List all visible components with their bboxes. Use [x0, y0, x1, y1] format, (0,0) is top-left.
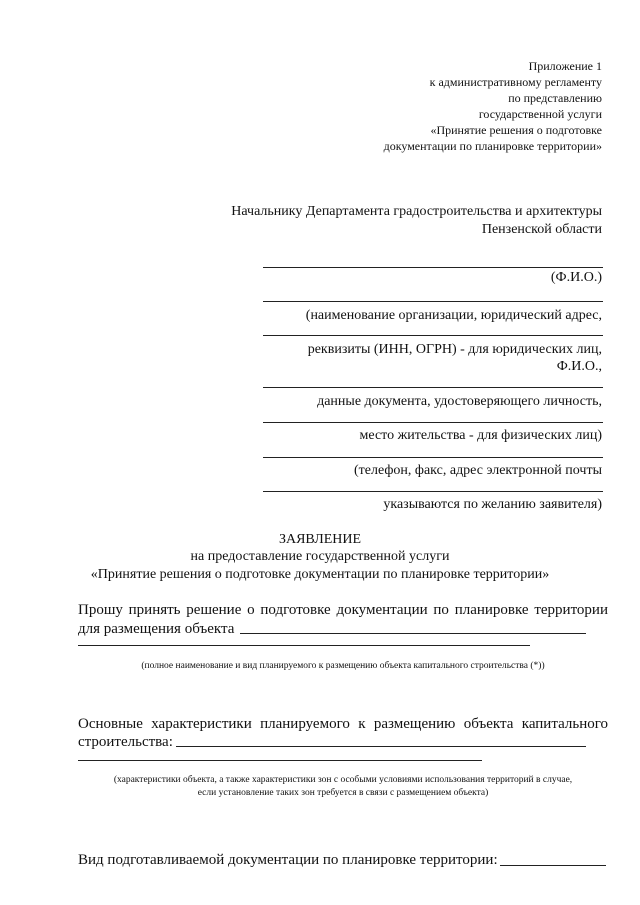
addressee-block	[162, 203, 602, 239]
document-subtitle-1: на предоставление государственной услуги	[190, 549, 450, 564]
applicant-field-organization: (наименование организации, юридический адрес,	[305, 308, 602, 323]
appendix-line-5: «Принятие решения о подготовке	[430, 123, 602, 137]
applicant-field-residence: место жительства - для физических лиц)	[359, 428, 602, 443]
applicant-field-identity-doc: данные документа, удостоверяющего личность,	[317, 394, 602, 409]
appendix-line-1: Приложение 1	[528, 59, 602, 73]
characteristics-underline-1	[176, 746, 586, 747]
appendix-line-4: государственной услуги	[478, 107, 602, 121]
applicant-underline-4	[263, 387, 603, 388]
appendix-line-6: документации по планировке территории»	[383, 139, 602, 153]
documentation-type-underline	[500, 865, 606, 866]
characteristics-line-2: строительства:	[78, 734, 173, 750]
appendix-line-2: к административному регламенту	[429, 75, 602, 89]
fio-underline	[263, 267, 603, 268]
documentation-type-label: Вид подготавливаемой документации по планировке территории:	[78, 852, 498, 868]
addressee-line-2: Пензенской области	[481, 222, 602, 237]
characteristics-hint-line-1: (характеристики объекта, а также характеристики зон с особыми условиями использования территорий в случае,	[113, 775, 573, 785]
request-paragraph-line-2: для размещения объекта	[78, 621, 235, 637]
appendix-block	[302, 58, 602, 154]
applicant-field-contacts: (телефон, факс, адрес электронной почты	[353, 463, 602, 478]
document-title: ЗАЯВЛЕНИЕ	[278, 532, 362, 547]
applicant-underline-5	[263, 422, 603, 423]
applicant-underline-3	[263, 335, 603, 336]
applicant-underline-2	[263, 301, 603, 302]
characteristics-line-1: Основные характеристики планируемого к размещению объекта капитального	[78, 716, 608, 732]
addressee-line-1: Начальнику Департамента градостроительства и архитектуры	[231, 204, 602, 219]
applicant-field-fio-2: Ф.И.О.,	[556, 359, 602, 374]
applicant-underline-7	[263, 491, 603, 492]
object-name-hint: (полное наименование и вид планируемого к размещению объекта капитального строительства (*))	[141, 661, 545, 671]
characteristics-hint-line-2: если установление таких зон требуется в связи с размещением объекта)	[197, 788, 489, 798]
object-name-underline-2	[78, 645, 530, 646]
applicant-field-optional: указываются по желанию заявителя)	[383, 497, 602, 512]
applicant-underline-6	[263, 457, 603, 458]
object-name-underline-1	[240, 633, 586, 634]
applicant-field-fio: (Ф.И.О.)	[550, 270, 602, 285]
characteristics-underline-2	[78, 760, 482, 761]
appendix-line-3: по представлению	[508, 91, 602, 105]
request-paragraph-line-1: Прошу принять решение о подготовке документации по планировке территории	[78, 602, 608, 618]
document-subtitle-2: «Принятие решения о подготовке документации по планировке территории»	[90, 567, 550, 582]
applicant-field-requisites: реквизиты (ИНН, ОГРН) - для юридических лиц,	[307, 342, 602, 357]
